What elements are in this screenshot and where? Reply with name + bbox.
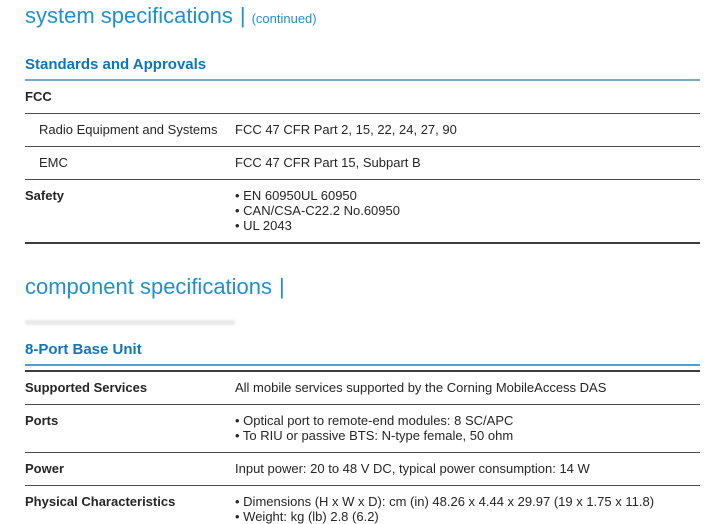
eight-port-base-unit-subheading: 8-Port Base Unit bbox=[25, 341, 700, 366]
row-value bbox=[235, 81, 700, 98]
value-line: • To RIU or passive BTS: N-type female, 50 ohm bbox=[235, 428, 514, 443]
value-line: All mobile services supported by the Corning MobileAccess DAS bbox=[235, 380, 607, 395]
value-line: FCC 47 CFR Part 15, Subpart B bbox=[235, 155, 421, 170]
table-row bbox=[25, 81, 700, 113]
row-value bbox=[235, 114, 700, 146]
standards-and-approvals-subheading: Standards and Approvals bbox=[25, 56, 700, 81]
section-title-text: system specifications bbox=[25, 3, 233, 28]
table-row bbox=[25, 113, 700, 146]
table-row bbox=[25, 179, 700, 242]
row-value bbox=[235, 405, 700, 452]
row-label: Radio Equipment and Systems bbox=[39, 122, 218, 137]
scan-artifact bbox=[25, 320, 235, 325]
row-value bbox=[235, 372, 700, 404]
value-line: FCC 47 CFR Part 2, 15, 22, 24, 27, 90 bbox=[235, 122, 457, 137]
row-label: Supported Services bbox=[25, 380, 148, 395]
row-value bbox=[235, 180, 700, 242]
table-row bbox=[25, 452, 700, 485]
row-label: EMC bbox=[39, 155, 68, 170]
table-row bbox=[25, 372, 700, 404]
row-value bbox=[235, 453, 700, 485]
value-line: • CAN/CSA-C22.2 No.60950 bbox=[235, 203, 400, 218]
table-row bbox=[25, 404, 700, 452]
value-line: Input power: 20 to 48 V DC, typical power consumption: 14 W bbox=[235, 461, 590, 476]
row-label: Power bbox=[25, 461, 65, 476]
title-pipe-divider: | bbox=[279, 274, 285, 299]
row-value bbox=[235, 147, 700, 179]
row-label: Ports bbox=[25, 413, 59, 428]
row-value bbox=[235, 486, 700, 524]
value-line: • Optical port to remote-end modules: 8 SC/APC bbox=[235, 413, 514, 428]
value-line: • Dimensions (H x W x D): cm (in) 48.26 x 4.44 x 29.97 (19 x 1.75 x 11.8) bbox=[235, 494, 655, 509]
value-line: • UL 2043 bbox=[235, 218, 292, 233]
value-line: • EN 60950UL 60950 bbox=[235, 188, 357, 203]
title-pipe-divider: | bbox=[239, 3, 246, 28]
row-label: FCC bbox=[25, 89, 52, 104]
section-title-text: component specifications bbox=[25, 274, 273, 299]
row-label: Safety bbox=[25, 188, 65, 203]
row-label: Physical Characteristics bbox=[25, 494, 176, 509]
component-specifications-heading bbox=[25, 274, 700, 300]
value-line: • Weight: kg (lb) 2.8 (6.2) bbox=[235, 509, 379, 524]
table-row bbox=[25, 146, 700, 179]
table-row bbox=[25, 485, 700, 524]
standards-approvals-table bbox=[25, 81, 700, 244]
base-unit-table bbox=[25, 370, 700, 524]
continued-label: (continued) bbox=[251, 11, 317, 26]
system-specifications-heading bbox=[25, 3, 700, 32]
